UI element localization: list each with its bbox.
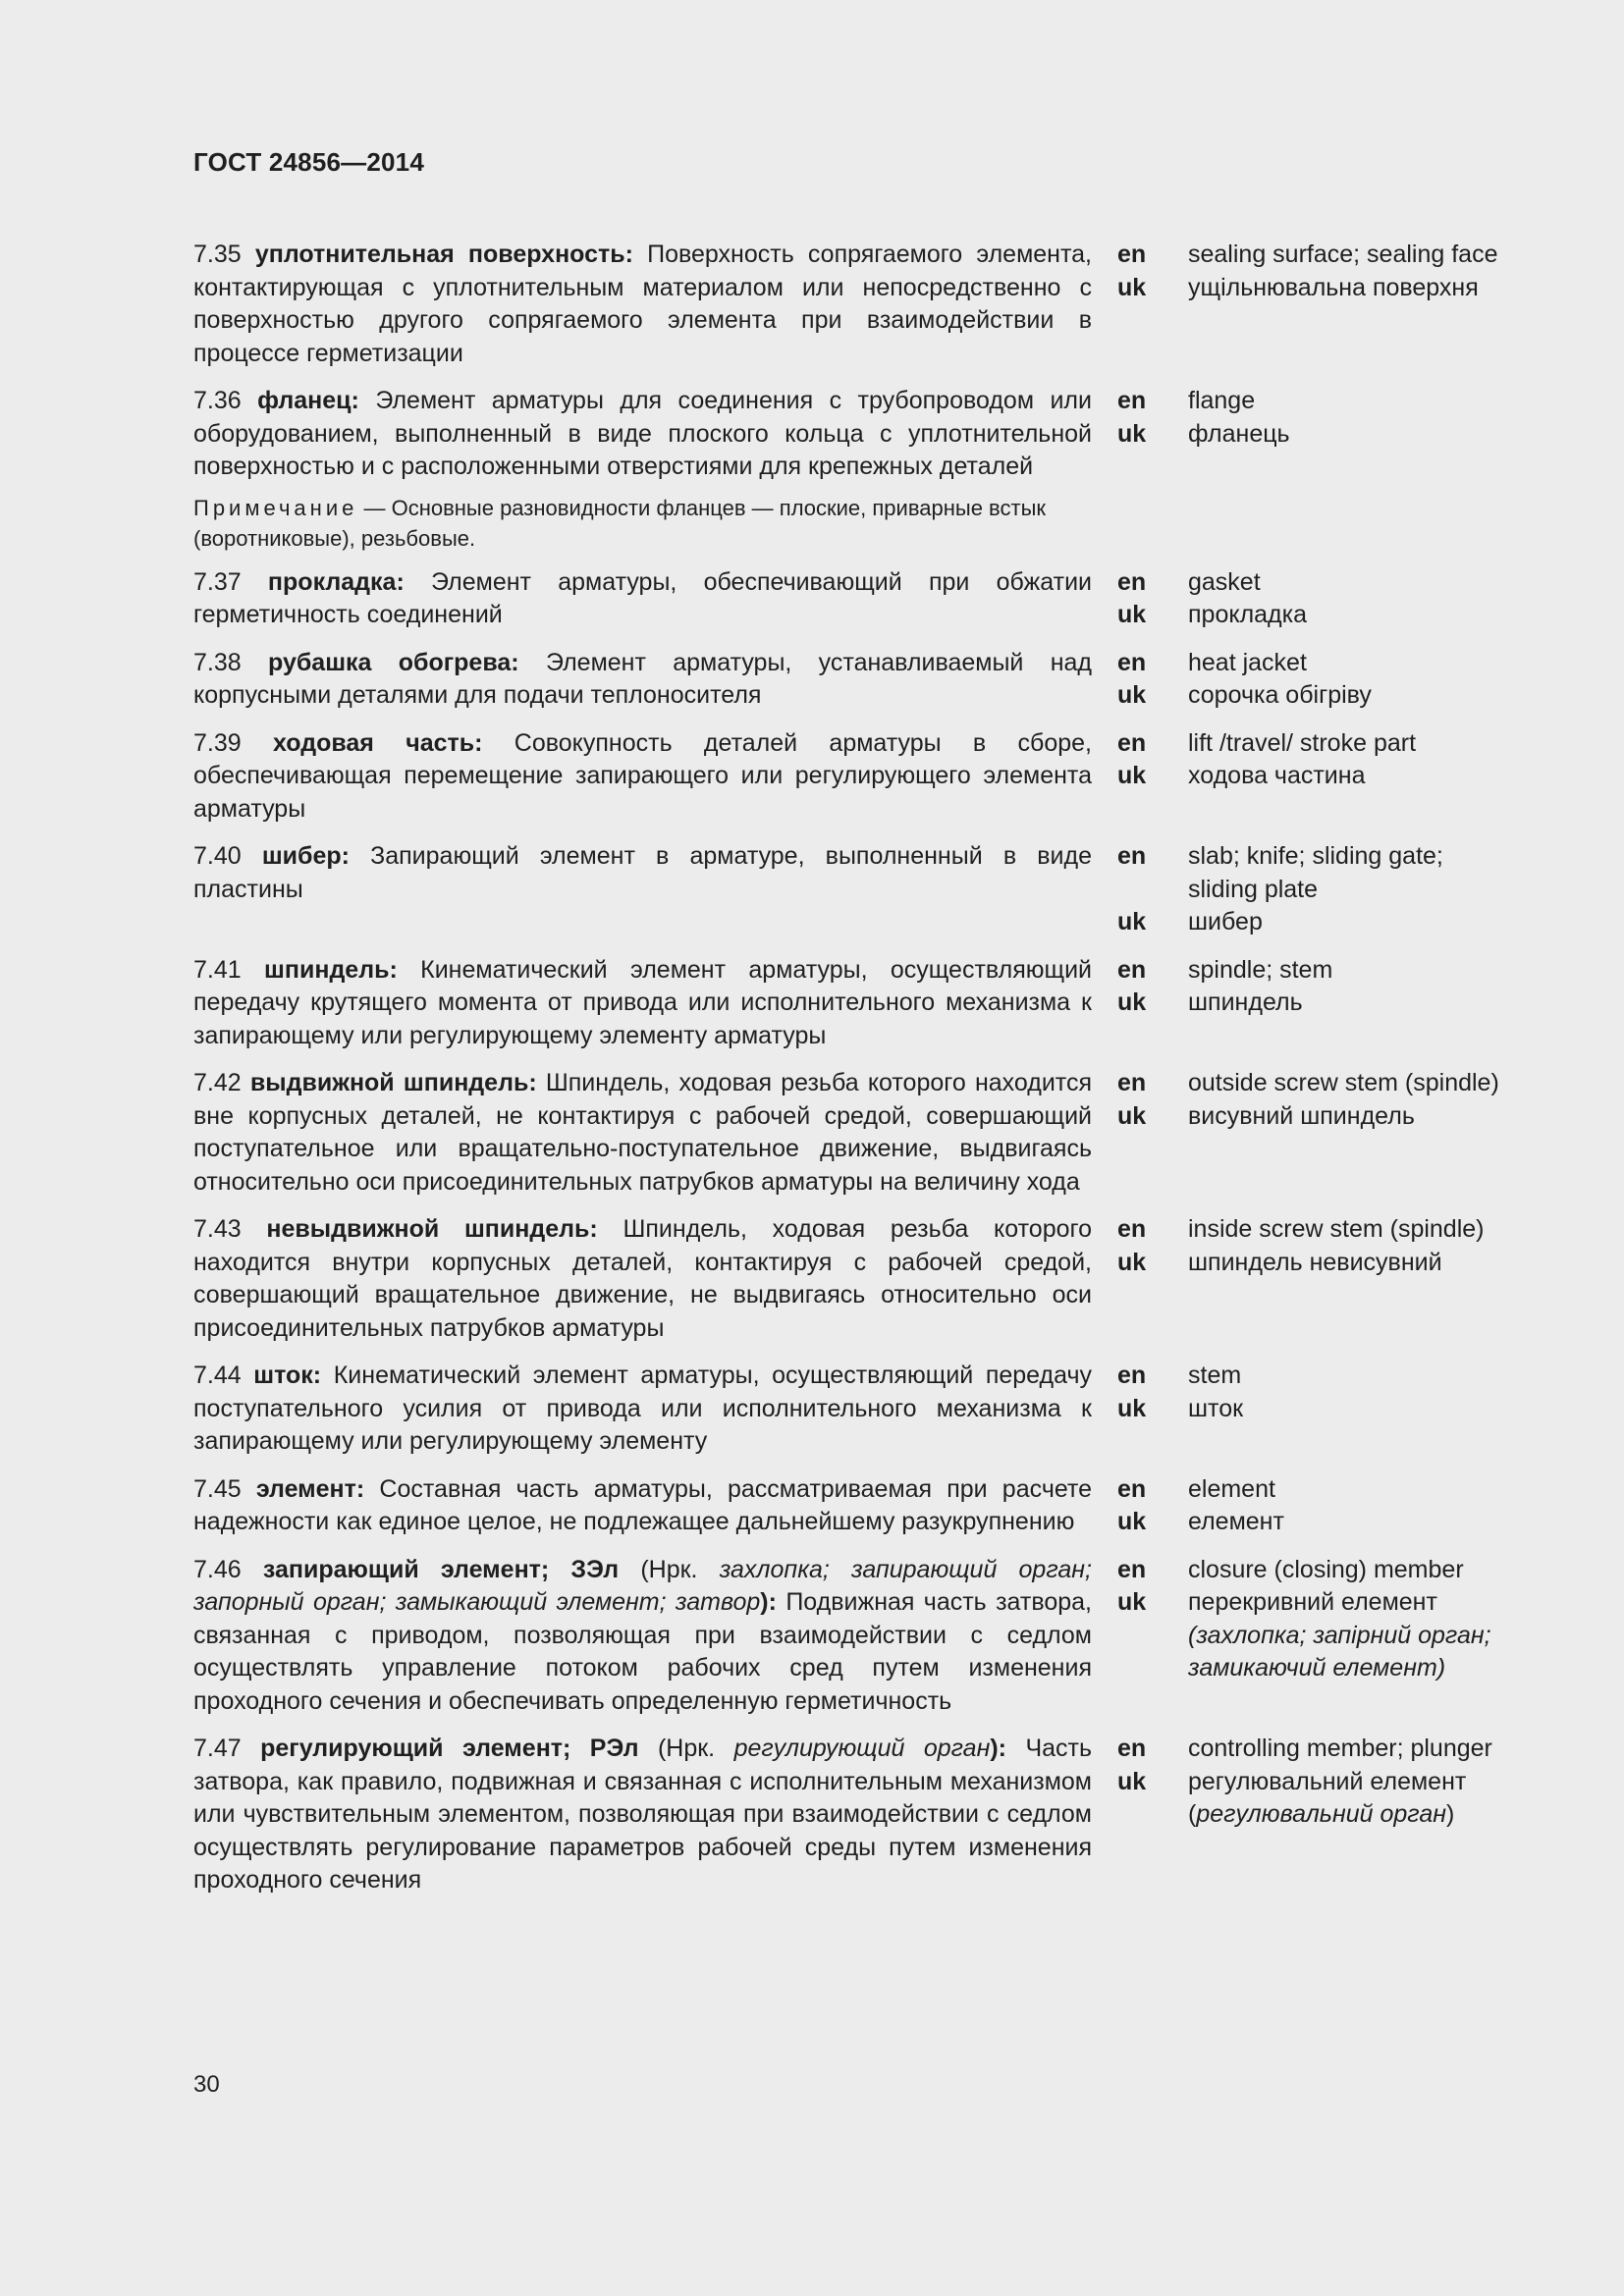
entry-translations <box>1092 840 1499 939</box>
entry-text: Шпиндель, ходовая резьба которого находится внутри корпусных деталей, контактируя с рабочей средой, совершающий вращательное движение, не выдвигаясь относительно оси присоединительных патрубков арматуры <box>193 1215 1092 1342</box>
entry-definition <box>193 840 1092 939</box>
term-uk: шпиндель <box>1188 988 1303 1016</box>
term-uk: сорочка обігріву <box>1188 681 1372 709</box>
terms-list <box>193 239 1499 1912</box>
entry-number: 7.46 <box>193 1555 242 1583</box>
term-uk <box>1188 1766 1499 1832</box>
term-uk: шибер <box>1188 908 1263 935</box>
entry-text: Поверхность сопрягаемого элемента, контактирующая с уплотнительным материалом или непосредственно с поверхностью другого сопрягаемого элемента при взаимодействии в процессе герметизации <box>193 240 1092 367</box>
entry-definition <box>193 954 1092 1053</box>
entry-number: 7.40 <box>193 842 242 870</box>
entry-number: 7.47 <box>193 1735 242 1762</box>
entry-term: шпиндель: <box>264 955 398 984</box>
term-en: element <box>1188 1474 1275 1503</box>
lang-en-label: en <box>1117 1362 1147 1389</box>
entry-translations <box>1092 647 1499 713</box>
term-entry-7-35 <box>193 239 1499 370</box>
entry-number: 7.36 <box>193 387 242 414</box>
note-7-36 <box>193 493 1092 554</box>
entry-translations <box>1092 954 1499 1053</box>
deprecated-suffix: ): <box>990 1735 1006 1762</box>
term-entry-7-39 <box>193 727 1499 827</box>
deprecated-terms: регулирующий орган <box>733 1735 991 1762</box>
deprecated-suffix: ): <box>760 1588 777 1616</box>
lang-en-label: en <box>1117 728 1147 757</box>
lang-uk-label: uk <box>1117 681 1147 709</box>
entry-definition <box>193 1067 1092 1199</box>
lang-uk-label: uk <box>1117 1767 1147 1795</box>
entry-translations <box>1092 1473 1499 1539</box>
entry-text: Подвижная часть затвора, связанная с приводом, позволяющая при взаимодействии с седлом осуществлять управление потоком рабочих сред путем изменения проходного сечения и обеспечивать определенную герметичность <box>193 1588 1092 1715</box>
term-entry-7-45 <box>193 1473 1499 1539</box>
entry-definition <box>193 385 1092 484</box>
term-uk: елемент <box>1188 1508 1284 1535</box>
entry-definition <box>193 727 1092 827</box>
term-entry-7-40 <box>193 840 1499 939</box>
deprecated-prefix: (Нрк. <box>640 1555 698 1583</box>
term-uk <box>1188 1586 1499 1685</box>
term-entry-7-43 <box>193 1213 1499 1345</box>
entry-definition <box>193 1733 1092 1897</box>
entry-number: 7.37 <box>193 567 242 596</box>
lang-uk-label: uk <box>1117 419 1147 448</box>
lang-uk-label: uk <box>1117 1394 1147 1422</box>
entry-text: Часть затвора, как правило, подвижная и связанная с исполнительным механизмом или чувствительным элементом, позволяющая при взаимодействии с седлом осуществлять регулирование параметров рабочей среды путем изменения проходного сечения <box>193 1735 1092 1894</box>
entry-definition <box>193 239 1092 370</box>
entry-text: Элемент арматуры для соединения с трубопроводом или оборудованием, выполненный в виде плоского кольца с уплотнительной поверхностью и с расположенными отверстиями для крепежных деталей <box>193 387 1092 480</box>
lang-en-label: en <box>1117 955 1147 984</box>
term-uk: ущільнювальна поверхня <box>1188 273 1479 301</box>
entry-definition <box>193 1213 1092 1345</box>
term-en: flange <box>1188 387 1256 414</box>
entry-term: невыдвижной шпиндель: <box>266 1215 598 1243</box>
term-uk: прокладка <box>1188 601 1308 628</box>
term-en: inside screw stem (spindle) <box>1188 1215 1485 1243</box>
term-uk-deprecated: регулювальний орган <box>1196 1800 1446 1828</box>
term-entry-7-37 <box>193 566 1499 632</box>
lang-uk-label: uk <box>1117 1588 1147 1616</box>
lang-en-label: en <box>1117 567 1147 596</box>
entry-text: Кинематический элемент арматуры, осуществляющий передачу поступательного усилия от привода или исполнительного механизма к запирающему или регулирующему элементу <box>193 1362 1093 1455</box>
lang-uk-label: uk <box>1117 908 1147 935</box>
entry-number: 7.41 <box>193 955 242 984</box>
term-uk: ходова частина <box>1188 762 1366 789</box>
entry-term: фланец: <box>257 387 359 414</box>
entry-text: Запирающий элемент в арматуре, выполненный в виде пластины <box>193 842 1092 903</box>
note-label: Примечание <box>193 495 358 520</box>
entry-number: 7.43 <box>193 1215 242 1243</box>
term-en: sealing surface; sealing face <box>1188 240 1498 268</box>
entry-translations <box>1092 1733 1499 1897</box>
term-uk: шпиндель невисувний <box>1188 1248 1442 1276</box>
term-uk-main: регулювальний елемент <box>1188 1767 1467 1795</box>
term-entry-7-36 <box>193 385 1499 484</box>
entry-translations <box>1092 1067 1499 1199</box>
lang-en-label: en <box>1117 1474 1147 1503</box>
lang-en-label: en <box>1117 842 1147 870</box>
entry-number: 7.45 <box>193 1474 242 1503</box>
deprecated-prefix: (Нрк. <box>657 1735 716 1762</box>
entry-definition <box>193 1554 1092 1719</box>
term-entry-7-38 <box>193 647 1499 713</box>
entry-definition <box>193 1360 1092 1459</box>
lang-en-label: en <box>1117 1069 1147 1096</box>
term-uk-main: перекривний елемент <box>1188 1588 1437 1616</box>
entry-definition <box>193 647 1092 713</box>
term-entry-7-44 <box>193 1360 1499 1459</box>
entry-text: Кинематический элемент арматуры, осуществляющий передачу крутящего момента от привода или исполнительного механизма к запирающему или регулирующему элементу арматуры <box>193 955 1092 1049</box>
entry-definition <box>193 566 1092 632</box>
term-entry-7-42 <box>193 1067 1499 1199</box>
entry-text: Шпиндель, ходовая резьба которого находится вне корпусных деталей, не контактируя с рабочей средой, совершающий поступательное или вращательно-поступательное движение, выдвигаясь относительно оси присоединительных патрубков арматуры на величину хода <box>193 1069 1092 1196</box>
entry-term: прокладка: <box>267 567 405 596</box>
lang-en-label: en <box>1117 1735 1147 1762</box>
lang-uk-label: uk <box>1117 762 1147 789</box>
term-uk-paren-open: ( <box>1188 1800 1197 1828</box>
term-uk: висувний шпиндель <box>1188 1101 1415 1130</box>
deprecated-terms: захлопка; запирающий орган; запорный орган; замыкающий элемент; затвор <box>193 1555 1092 1616</box>
lang-en-label: en <box>1117 1215 1147 1243</box>
term-uk: фланець <box>1188 419 1290 448</box>
lang-en-label: en <box>1117 1555 1147 1583</box>
term-uk: шток <box>1188 1394 1244 1422</box>
entry-term: элемент: <box>255 1474 365 1503</box>
term-en: gasket <box>1188 567 1261 596</box>
entry-number: 7.42 <box>193 1069 242 1096</box>
term-en: closure (closing) member <box>1188 1555 1464 1583</box>
entry-term: выдвижной шпиндель: <box>249 1069 537 1096</box>
entry-translations <box>1092 566 1499 632</box>
entry-translations <box>1092 385 1499 484</box>
term-en: outside screw stem (spindle) <box>1188 1069 1499 1096</box>
entry-definition <box>193 1473 1092 1539</box>
entry-translations <box>1092 727 1499 827</box>
entry-text: Элемент арматуры, обеспечивающий при обжатии герметичность соединений <box>193 567 1092 628</box>
entry-translations <box>1092 1360 1499 1459</box>
term-uk-paren-close: ) <box>1445 1800 1455 1828</box>
entry-term: уплотнительная поверхность: <box>254 240 633 268</box>
term-en: spindle; stem <box>1188 955 1333 984</box>
lang-en-label: en <box>1117 648 1147 676</box>
note-text: — Основные разновидности фланцев — плоские, приварные встык (воротниковые), резьбовые. <box>193 495 1047 551</box>
entry-number: 7.35 <box>193 240 242 268</box>
lang-uk-label: uk <box>1117 1248 1147 1276</box>
term-en: stem <box>1188 1362 1242 1389</box>
lang-uk-label: uk <box>1117 1101 1147 1130</box>
entry-term: шток: <box>253 1362 322 1389</box>
term-en: controlling member; plunger <box>1188 1735 1492 1762</box>
entry-term: рубашка обогрева: <box>268 648 519 676</box>
lang-uk-label: uk <box>1117 988 1147 1016</box>
lang-uk-label: uk <box>1117 601 1147 628</box>
lang-en-label: en <box>1117 387 1147 414</box>
page-number: 30 <box>193 2071 220 2098</box>
lang-uk-label: uk <box>1117 1508 1147 1535</box>
term-entry-7-46 <box>193 1554 1499 1719</box>
entry-term: ходовая часть: <box>273 728 483 757</box>
entry-translations <box>1092 1213 1499 1345</box>
entry-translations <box>1092 1554 1499 1719</box>
entry-translations <box>1092 239 1499 370</box>
entry-term: шибер: <box>261 842 350 870</box>
entry-number: 7.39 <box>193 728 242 757</box>
term-en: lift /travel/ stroke part <box>1188 728 1417 757</box>
lang-uk-label: uk <box>1117 273 1147 301</box>
term-en: slab; knife; sliding gate; sliding plate <box>1188 842 1443 903</box>
lang-en-label: en <box>1117 240 1147 268</box>
entry-term: регулирующий элемент; РЭл <box>260 1735 639 1762</box>
entry-term: запирающий элемент; ЗЭл <box>262 1555 620 1583</box>
entry-text: Совокупность деталей арматуры в сборе, обеспечивающая перемещение запирающего или регулирующего элемента арматуры <box>193 728 1092 823</box>
entry-text: Составная часть арматуры, рассматриваемая при расчете надежности как единое целое, не подлежащее дальнейшему разукрупнению <box>193 1474 1092 1535</box>
entry-number: 7.44 <box>193 1362 242 1389</box>
term-en: heat jacket <box>1188 648 1307 676</box>
term-entry-7-41 <box>193 954 1499 1053</box>
term-uk-deprecated: (захлопка; запірний орган; замикаючий елемент) <box>1188 1621 1491 1682</box>
document-id: ГОСТ 24856—2014 <box>193 147 424 177</box>
entry-text: Элемент арматуры, устанавливаемый над корпусными деталями для подачи теплоносителя <box>193 648 1092 709</box>
entry-number: 7.38 <box>193 648 242 676</box>
term-entry-7-47 <box>193 1733 1499 1897</box>
